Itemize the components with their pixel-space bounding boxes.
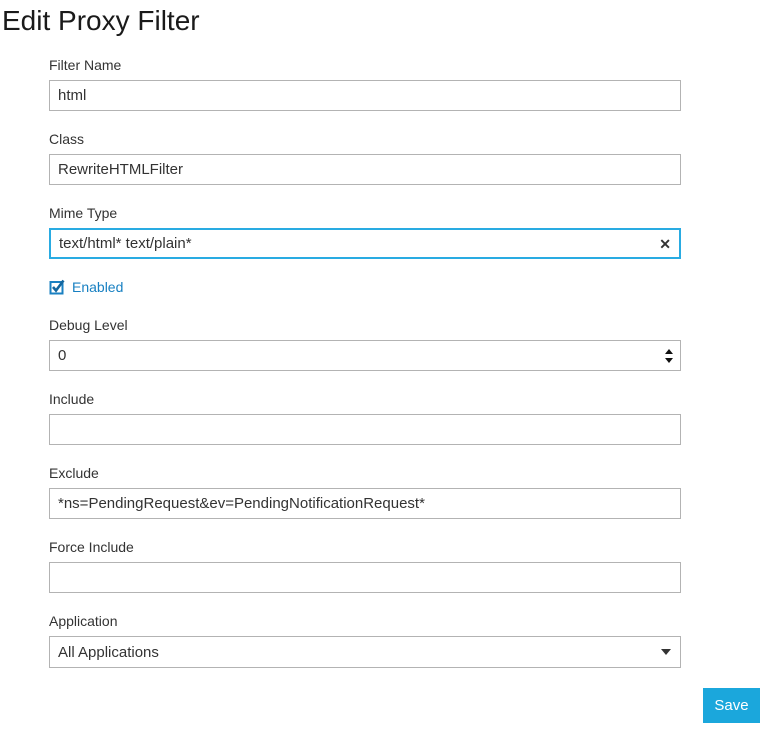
form-actions bbox=[0, 688, 760, 723]
application-label: Application bbox=[49, 613, 118, 629]
edit-proxy-filter-form bbox=[49, 57, 681, 668]
spinner-down-icon[interactable] bbox=[665, 358, 673, 363]
exclude-label: Exclude bbox=[49, 465, 99, 481]
mime-type-input-wrap bbox=[49, 228, 681, 259]
filter-name-input[interactable] bbox=[49, 80, 681, 111]
field-class bbox=[49, 131, 681, 185]
page-title: Edit Proxy Filter bbox=[2, 5, 200, 36]
checkbox-checked-icon bbox=[49, 279, 65, 295]
debug-level-input-wrap bbox=[49, 340, 681, 371]
dropdown-arrow-icon bbox=[661, 649, 671, 655]
force-include-label: Force Include bbox=[49, 539, 134, 555]
application-selected-value: All Applications bbox=[58, 643, 159, 661]
field-force-include bbox=[49, 539, 681, 593]
save-button[interactable]: Save bbox=[703, 688, 760, 723]
include-input[interactable] bbox=[49, 414, 681, 445]
field-filter-name bbox=[49, 57, 681, 111]
exclude-input[interactable] bbox=[49, 488, 681, 519]
debug-level-label: Debug Level bbox=[49, 317, 128, 333]
class-label: Class bbox=[49, 131, 85, 147]
edit-proxy-filter-page bbox=[0, 4, 767, 735]
class-input[interactable] bbox=[49, 154, 681, 185]
enabled-label: Enabled bbox=[72, 279, 124, 295]
field-exclude bbox=[49, 465, 681, 519]
spinner-up-icon[interactable] bbox=[665, 349, 673, 354]
enabled-checkbox[interactable] bbox=[49, 279, 681, 295]
debug-level-input[interactable] bbox=[49, 340, 681, 371]
field-include bbox=[49, 391, 681, 445]
field-application bbox=[49, 613, 681, 668]
field-mime-type bbox=[49, 205, 681, 259]
number-spinner[interactable] bbox=[665, 349, 673, 363]
clear-icon[interactable]: ✕ bbox=[659, 235, 671, 252]
mime-type-label: Mime Type bbox=[49, 205, 118, 221]
force-include-input[interactable] bbox=[49, 562, 681, 593]
include-label: Include bbox=[49, 391, 95, 407]
mime-type-input[interactable] bbox=[49, 228, 681, 259]
application-select[interactable] bbox=[49, 636, 681, 668]
field-debug-level bbox=[49, 317, 681, 371]
filter-name-label: Filter Name bbox=[49, 57, 122, 73]
